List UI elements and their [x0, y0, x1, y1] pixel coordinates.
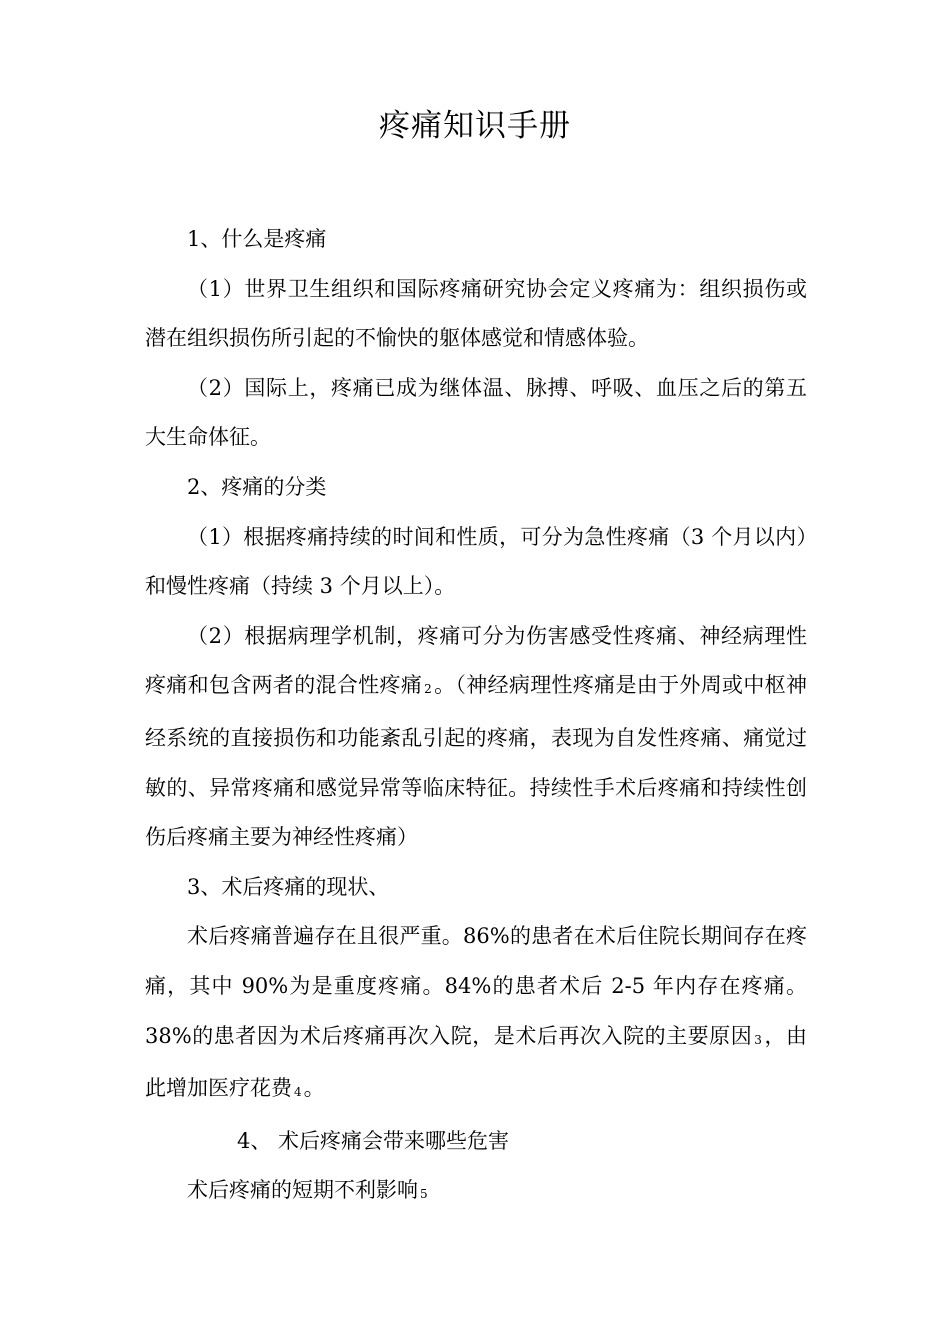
section-2-paragraph-2 — [145, 612, 807, 863]
section-4-heading: 4、 术后疼痛会带来哪些危害 — [237, 1128, 510, 1153]
section-4-paragraph-1 — [145, 1166, 807, 1219]
section-2-heading: 2、疼痛的分类 — [187, 474, 327, 499]
section-2-paragraph-2-text-b: 。（神经病理性疼痛是由于外周或中枢神经系统的直接损伤和功能紊乱引起的疼痛，表现为自发性疼痛、痛觉过敏的、异常疼痛和感觉异常等临床特征。持续性手术后疼痛和持续性创伤后疼痛主要为神经性疼痛） — [145, 673, 808, 850]
section-3-paragraph-1-text-a: 术后疼痛普遍存在且很严重。86%的患者在术后住院长期间存在疼痛，其中 90%为是重度疼痛。84%的患者术后 2-5 年内存在疼痛。38%的患者因为术后疼痛再次入院，是术后再次入院的主要原因 — [145, 924, 807, 1048]
reference-marker: 3 — [754, 1032, 762, 1047]
section-2-paragraph-1: （1）根据疼痛持续的时间和性质，可分为急性疼痛（3 个月以内）和慢性疼痛（持续 3 个月以上）。 — [145, 524, 807, 599]
reference-marker: 4 — [294, 1085, 302, 1100]
section-1-paragraph-1: （1）世界卫生组织和国际疼痛研究协会定义疼痛为：组织损伤或潜在组织损伤所引起的不愉快的躯体感觉和情感体验。 — [145, 276, 807, 351]
section-3-paragraph-1-text-b: ，由此增加医疗花费 — [145, 1023, 807, 1101]
section-3-heading: 3、术后疼痛的现状、 — [187, 874, 390, 899]
reference-marker: 2 — [424, 682, 432, 697]
section-4-paragraph-1-text: 术后疼痛的短期不利影响 — [187, 1178, 418, 1203]
reference-marker: 5 — [420, 1187, 428, 1202]
section-1-paragraph-2: （2）国际上，疼痛已成为继体温、脉搏、呼吸、血压之后的第五大生命体征。 — [145, 375, 807, 450]
document-title: 疼痛知识手册 — [379, 108, 571, 144]
section-1-heading: 1、什么是疼痛 — [187, 227, 327, 251]
section-2-paragraph-2-text-a: （2）根据病理学机制，疼痛可分为伤害感受性疼痛、神经病理性疼痛和包含两者的混合性疼痛 — [145, 623, 807, 698]
document-body — [145, 215, 807, 1219]
section-3-paragraph-1 — [145, 912, 807, 1116]
section-3-paragraph-1-text-c: 。 — [303, 1076, 325, 1101]
